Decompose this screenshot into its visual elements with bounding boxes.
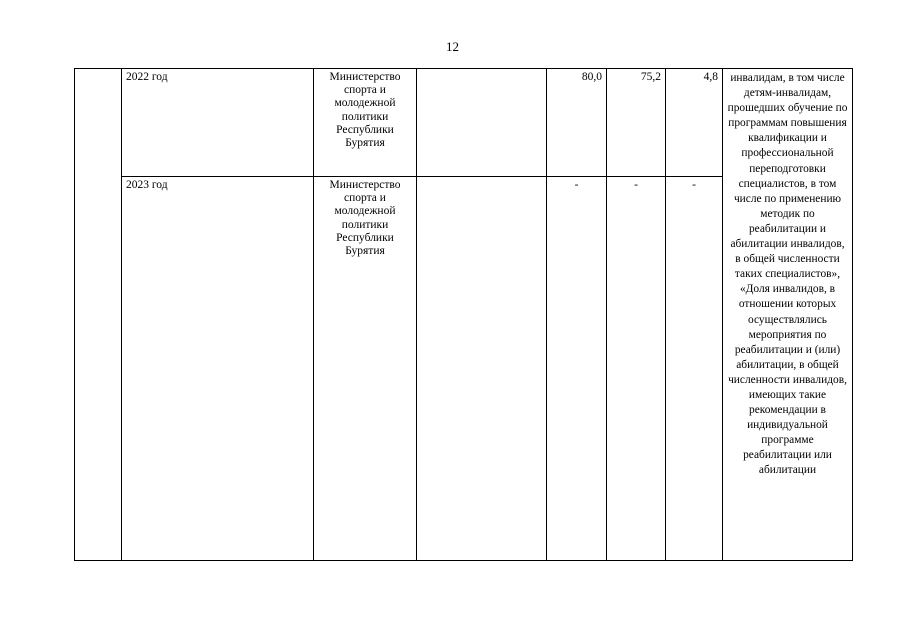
value-cell-2: - [607, 177, 666, 561]
empty-cell [417, 177, 547, 561]
program-table [74, 68, 853, 561]
year-cell: 2022 год [122, 69, 314, 177]
page-number: 12 [446, 39, 459, 54]
value-cell-1: - [547, 177, 607, 561]
value-cell-1: 80,0 [547, 69, 607, 177]
number-cell [75, 69, 122, 561]
value-cell-3: - [666, 177, 723, 561]
executor-cell: Министерство спорта и молодежной политики Республики Бурятия [314, 177, 417, 561]
table-row-2022 [75, 69, 853, 177]
value-cell-3: 4,8 [666, 69, 723, 177]
indicator-description-cell: инвалидам, в том числе детям-инвалидам, прошедших обучение по программам повышения квалификации и профессиональной переподготовки специалистов, в том числе по применению методик по реабилитации и абилитации инвалидов, в общей численности таких специалистов», «Доля инвалидов, в отношении которых осуществлялись мероприятия по реабилитации и (или) абилитации, в общей численности инвалидов, имеющих такие рекомендации в индивидуальной программе реабилитации или абилитации [723, 69, 853, 561]
executor-cell: Министерство спорта и молодежной политики Республики Бурятия [314, 69, 417, 177]
year-cell: 2023 год [122, 177, 314, 561]
empty-cell [417, 69, 547, 177]
value-cell-2: 75,2 [607, 69, 666, 177]
